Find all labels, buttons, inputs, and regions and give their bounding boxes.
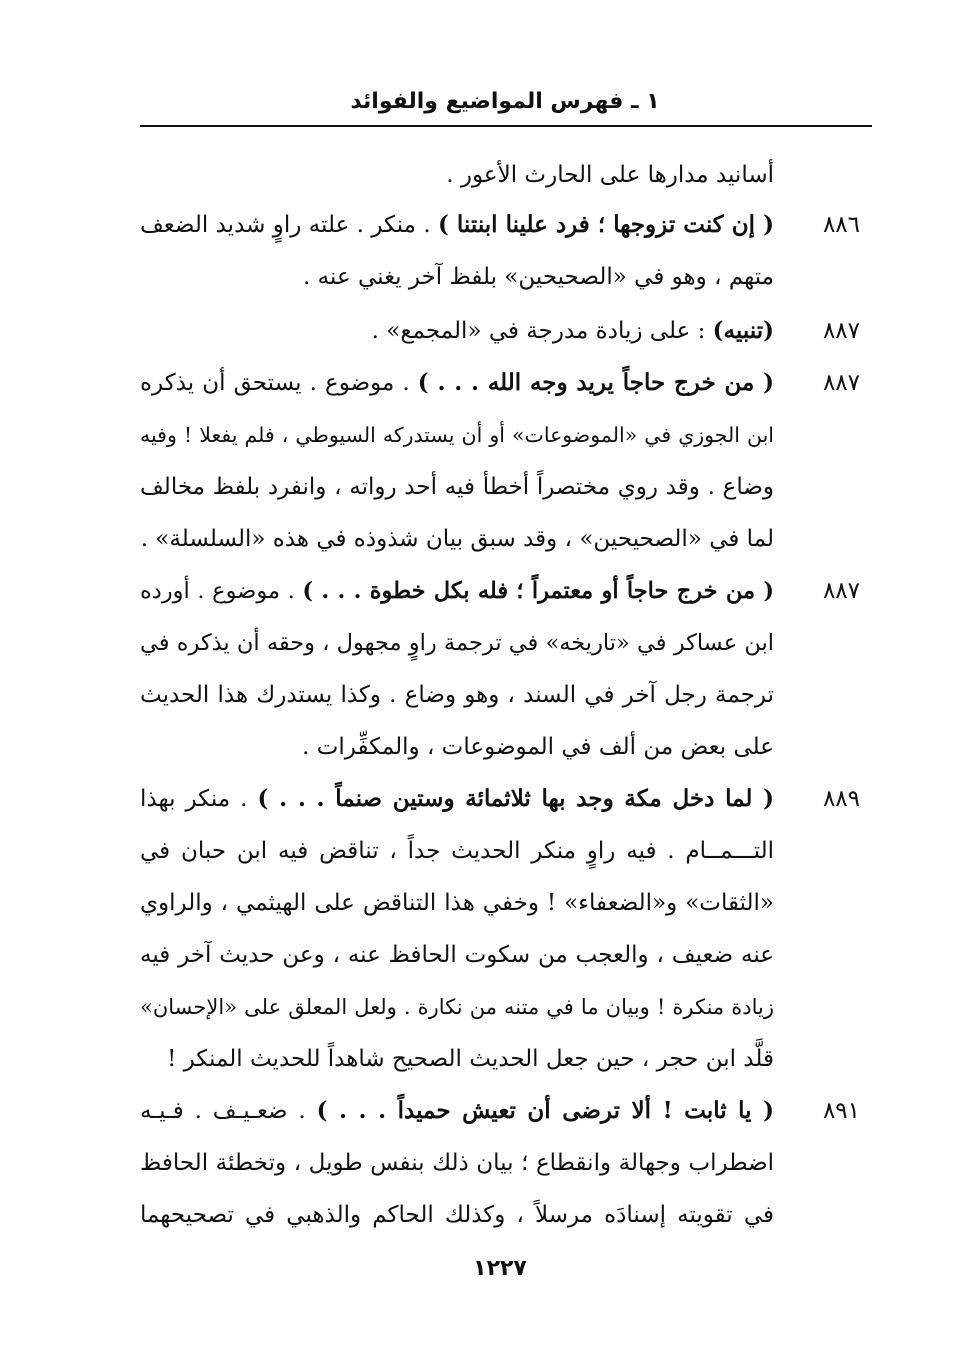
entry-text: وضاع . وقد روي مختصراً أخطأ فيه أحد رواته ، وانفرد بلفظ مخالف (140, 474, 774, 500)
entry-text: . منكر بهذا (140, 786, 258, 812)
entry-text: عنه ضعيف ، والعجب من سكوت الحافظ عنه ، وعن حديث آخر فيه (140, 942, 774, 968)
intro-line: أسانيد مدارها على الحارث الأعور . (446, 162, 774, 188)
entry-line (140, 574, 774, 608)
entry-text: ابن عساكر في «تاريخه» في ترجمة راوٍ مجهول ، وحقه أن يذكره في (140, 630, 774, 656)
entry-line (140, 886, 774, 920)
entry-number: ٨٨٧ (822, 370, 860, 396)
hadith-quote: ( من خرج حاجاً أو معتمراً ؛ فله بكل خطوة . . . ) (302, 578, 774, 604)
entry-text: : على زيادة مدرجة في «المجمع» . (371, 318, 713, 344)
entry-line (140, 522, 774, 556)
hadith-quote: ( لما دخل مكة وجد بها ثلاثمائة وستين صنماً . . . ) (257, 785, 774, 812)
page-header-title: ١ ـ فهرس المواضيع والفوائد (350, 89, 660, 114)
entry-line (140, 730, 774, 764)
entry-text: على بعض من ألف في الموضوعات ، والمكفِّرات . (302, 734, 774, 760)
entry-line (140, 782, 774, 816)
entry-line (140, 418, 774, 452)
entry-text: . منكر . علته راوٍ شديد الضعف (140, 212, 438, 238)
entry-number: ٨٩١ (822, 1098, 860, 1124)
entry-text: اضطراب وجهالة وانقطاع ؛ بيان ذلك بنفس طويل ، وتخطئة الحافظ (140, 1150, 774, 1176)
entry-line (140, 990, 774, 1024)
entry-text: متهم ، وهو في «الصحيحين» بلفظ آخر يغني عنه . (303, 264, 774, 290)
entry-text: . موضوع . أورده (140, 578, 303, 604)
entry-number: ٨٨٩ (822, 786, 860, 812)
page-number: ١٢٢٧ (473, 1256, 527, 1281)
entry-line (140, 470, 774, 504)
header-divider (140, 125, 872, 127)
entry-line (140, 1198, 774, 1232)
note-label: (تنبيه) (712, 317, 774, 344)
entry-text: التـــمــام . فيه راوٍ منكر الحديث جداً ، تناقض فيه ابن حبان في (140, 838, 774, 864)
entry-line (140, 834, 774, 868)
entry-text: ترجمة رجل آخر في السند ، وهو وضاع . وكذا يستدرك هذا الحديث (140, 682, 774, 708)
entry-line (140, 1146, 774, 1180)
entry-text: . ضعـيـف . فـيـه (140, 1098, 317, 1124)
entry-line (140, 314, 774, 348)
entry-number: ٨٨٦ (822, 212, 860, 238)
entry-text: «الثقات» و«الضعفاء» ! وخفي هذا التناقض على الهيثمي ، والراوي (140, 890, 774, 916)
entry-text: في تقويته إسنادَه مرسلاً ، وكذلك الحاكم والذهبي في تصحيحهما (140, 1202, 774, 1228)
entry-text: زيادة منكرة ! وبيان ما في متنه من نكارة . ولعل المعلق على «الإحسان» (140, 995, 774, 1019)
entry-line (140, 208, 774, 242)
entry-text: لما في «الصحيحين» ، وقد سبق بيان شذوذه في هذه «السلسلة» . (140, 526, 774, 552)
entry-line (140, 260, 774, 294)
entry-line (140, 938, 774, 972)
entry-line (140, 1094, 774, 1128)
hadith-quote: ( من خرج حاجاً يريد وجه الله . . . ) (417, 369, 774, 396)
entry-text: . موضوع . يستحق أن يذكره (140, 370, 418, 396)
entry-line (140, 366, 774, 400)
entry-number: ٨٨٧ (822, 578, 860, 604)
entry-line (140, 1042, 774, 1076)
entry-line (140, 678, 774, 712)
entry-line (140, 626, 774, 660)
entry-text: قلَّد ابن حجر ، حين جعل الحديث الصحيح شاهداً للحديث المنكر ! (167, 1046, 774, 1072)
entry-number: ٨٨٧ (822, 318, 860, 344)
entry-text: ابن الجوزي في «الموضوعات» أو أن يستدركه السيوطي ، فلم يفعلا ! وفيه (140, 423, 774, 447)
hadith-quote: ( إن كنت تزوجها ؛ فرد علينا ابنتنا ) (438, 211, 774, 238)
hadith-quote: ( يا ثابت ! ألا ترضى أن تعيش حميداً . . . ) (316, 1097, 774, 1124)
